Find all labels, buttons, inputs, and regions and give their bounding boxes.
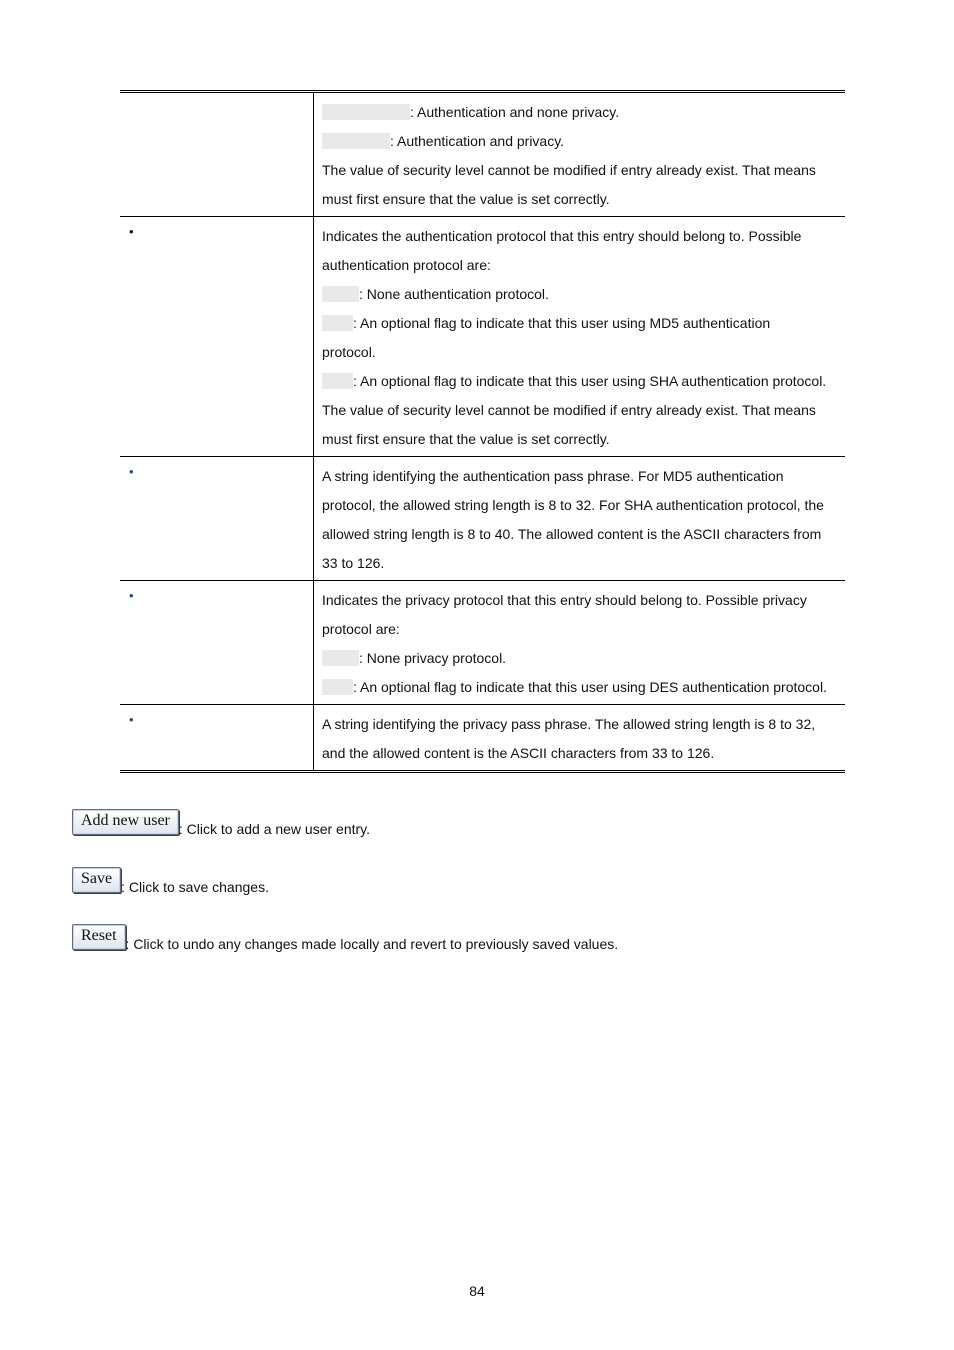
redacted-label bbox=[322, 650, 359, 666]
description-line: authentication protocol are: bbox=[322, 257, 491, 273]
redacted-label bbox=[322, 133, 390, 149]
description-line: : An optional flag to indicate that this user using MD5 authentication bbox=[322, 309, 839, 338]
save-row bbox=[72, 867, 269, 895]
bullet-icon: • bbox=[129, 588, 134, 603]
table-row bbox=[120, 705, 845, 772]
description-cell bbox=[314, 457, 846, 581]
add-new-user-button[interactable]: Add new user bbox=[72, 809, 179, 835]
bullet-icon: • bbox=[129, 712, 134, 727]
redacted-label bbox=[322, 679, 353, 695]
description-line: : Authentication and privacy. bbox=[322, 127, 839, 156]
description-cell bbox=[314, 217, 846, 457]
redacted-label bbox=[322, 286, 359, 302]
bullet-icon: • bbox=[129, 464, 134, 479]
description-line: and the allowed content is the ASCII characters from 33 to 126. bbox=[322, 745, 715, 761]
description-line: : None privacy protocol. bbox=[322, 644, 839, 673]
add-new-user-row bbox=[72, 809, 370, 837]
description-line: : Authentication and none privacy. bbox=[322, 98, 839, 127]
description-line: A string identifying the privacy pass phrase. The allowed string length is 8 to 32, bbox=[322, 716, 816, 732]
redacted-label bbox=[322, 373, 353, 389]
table-row bbox=[120, 92, 845, 217]
description-line: A string identifying the authentication pass phrase. For MD5 authentication bbox=[322, 468, 784, 484]
table-row bbox=[120, 457, 845, 581]
parameter-cell bbox=[120, 581, 314, 705]
description-cell bbox=[314, 705, 846, 772]
description-cell bbox=[314, 92, 846, 217]
description-line: must first ensure that the value is set correctly. bbox=[322, 431, 610, 447]
description-line: 33 to 126. bbox=[322, 555, 385, 571]
table-row bbox=[120, 217, 845, 457]
reset-row bbox=[72, 924, 618, 952]
bullet-icon: • bbox=[129, 224, 134, 239]
description-line: The value of security level cannot be modified if entry already exist. That means bbox=[322, 162, 816, 178]
description-line: : None authentication protocol. bbox=[322, 280, 839, 309]
description-line: allowed string length is 8 to 40. The allowed content is the ASCII characters from bbox=[322, 526, 822, 542]
redacted-label bbox=[322, 104, 410, 120]
description-line: Indicates the privacy protocol that this entry should belong to. Possible privacy bbox=[322, 592, 807, 608]
reset-button[interactable]: Reset bbox=[72, 924, 126, 950]
description-cell bbox=[314, 581, 846, 705]
parameter-cell bbox=[120, 92, 314, 217]
redacted-label bbox=[322, 315, 353, 331]
save-button[interactable]: Save bbox=[72, 867, 121, 893]
description-line: must first ensure that the value is set correctly. bbox=[322, 191, 610, 207]
parameter-cell bbox=[120, 217, 314, 457]
button-description: : Click to save changes. bbox=[121, 879, 269, 895]
button-description: : Click to add a new user entry. bbox=[178, 821, 371, 837]
description-line: protocol. bbox=[322, 344, 376, 360]
description-line: : An optional flag to indicate that this user using DES authentication protocol. bbox=[322, 673, 839, 702]
description-line: Indicates the authentication protocol that this entry should belong to. Possible bbox=[322, 228, 802, 244]
description-line: The value of security level cannot be modified if entry already exist. That means bbox=[322, 402, 816, 418]
page-number: 84 bbox=[469, 1283, 485, 1299]
table-row bbox=[120, 581, 845, 705]
description-line: protocol, the allowed string length is 8 to 32. For SHA authentication protocol, the bbox=[322, 497, 824, 513]
description-line: protocol are: bbox=[322, 621, 400, 637]
button-description: : Click to undo any changes made locally and revert to previously saved values. bbox=[125, 936, 619, 952]
parameter-description-table bbox=[120, 90, 845, 773]
description-line: : An optional flag to indicate that this user using SHA authentication protocol. bbox=[322, 367, 839, 396]
parameter-cell bbox=[120, 457, 314, 581]
parameter-cell bbox=[120, 705, 314, 772]
